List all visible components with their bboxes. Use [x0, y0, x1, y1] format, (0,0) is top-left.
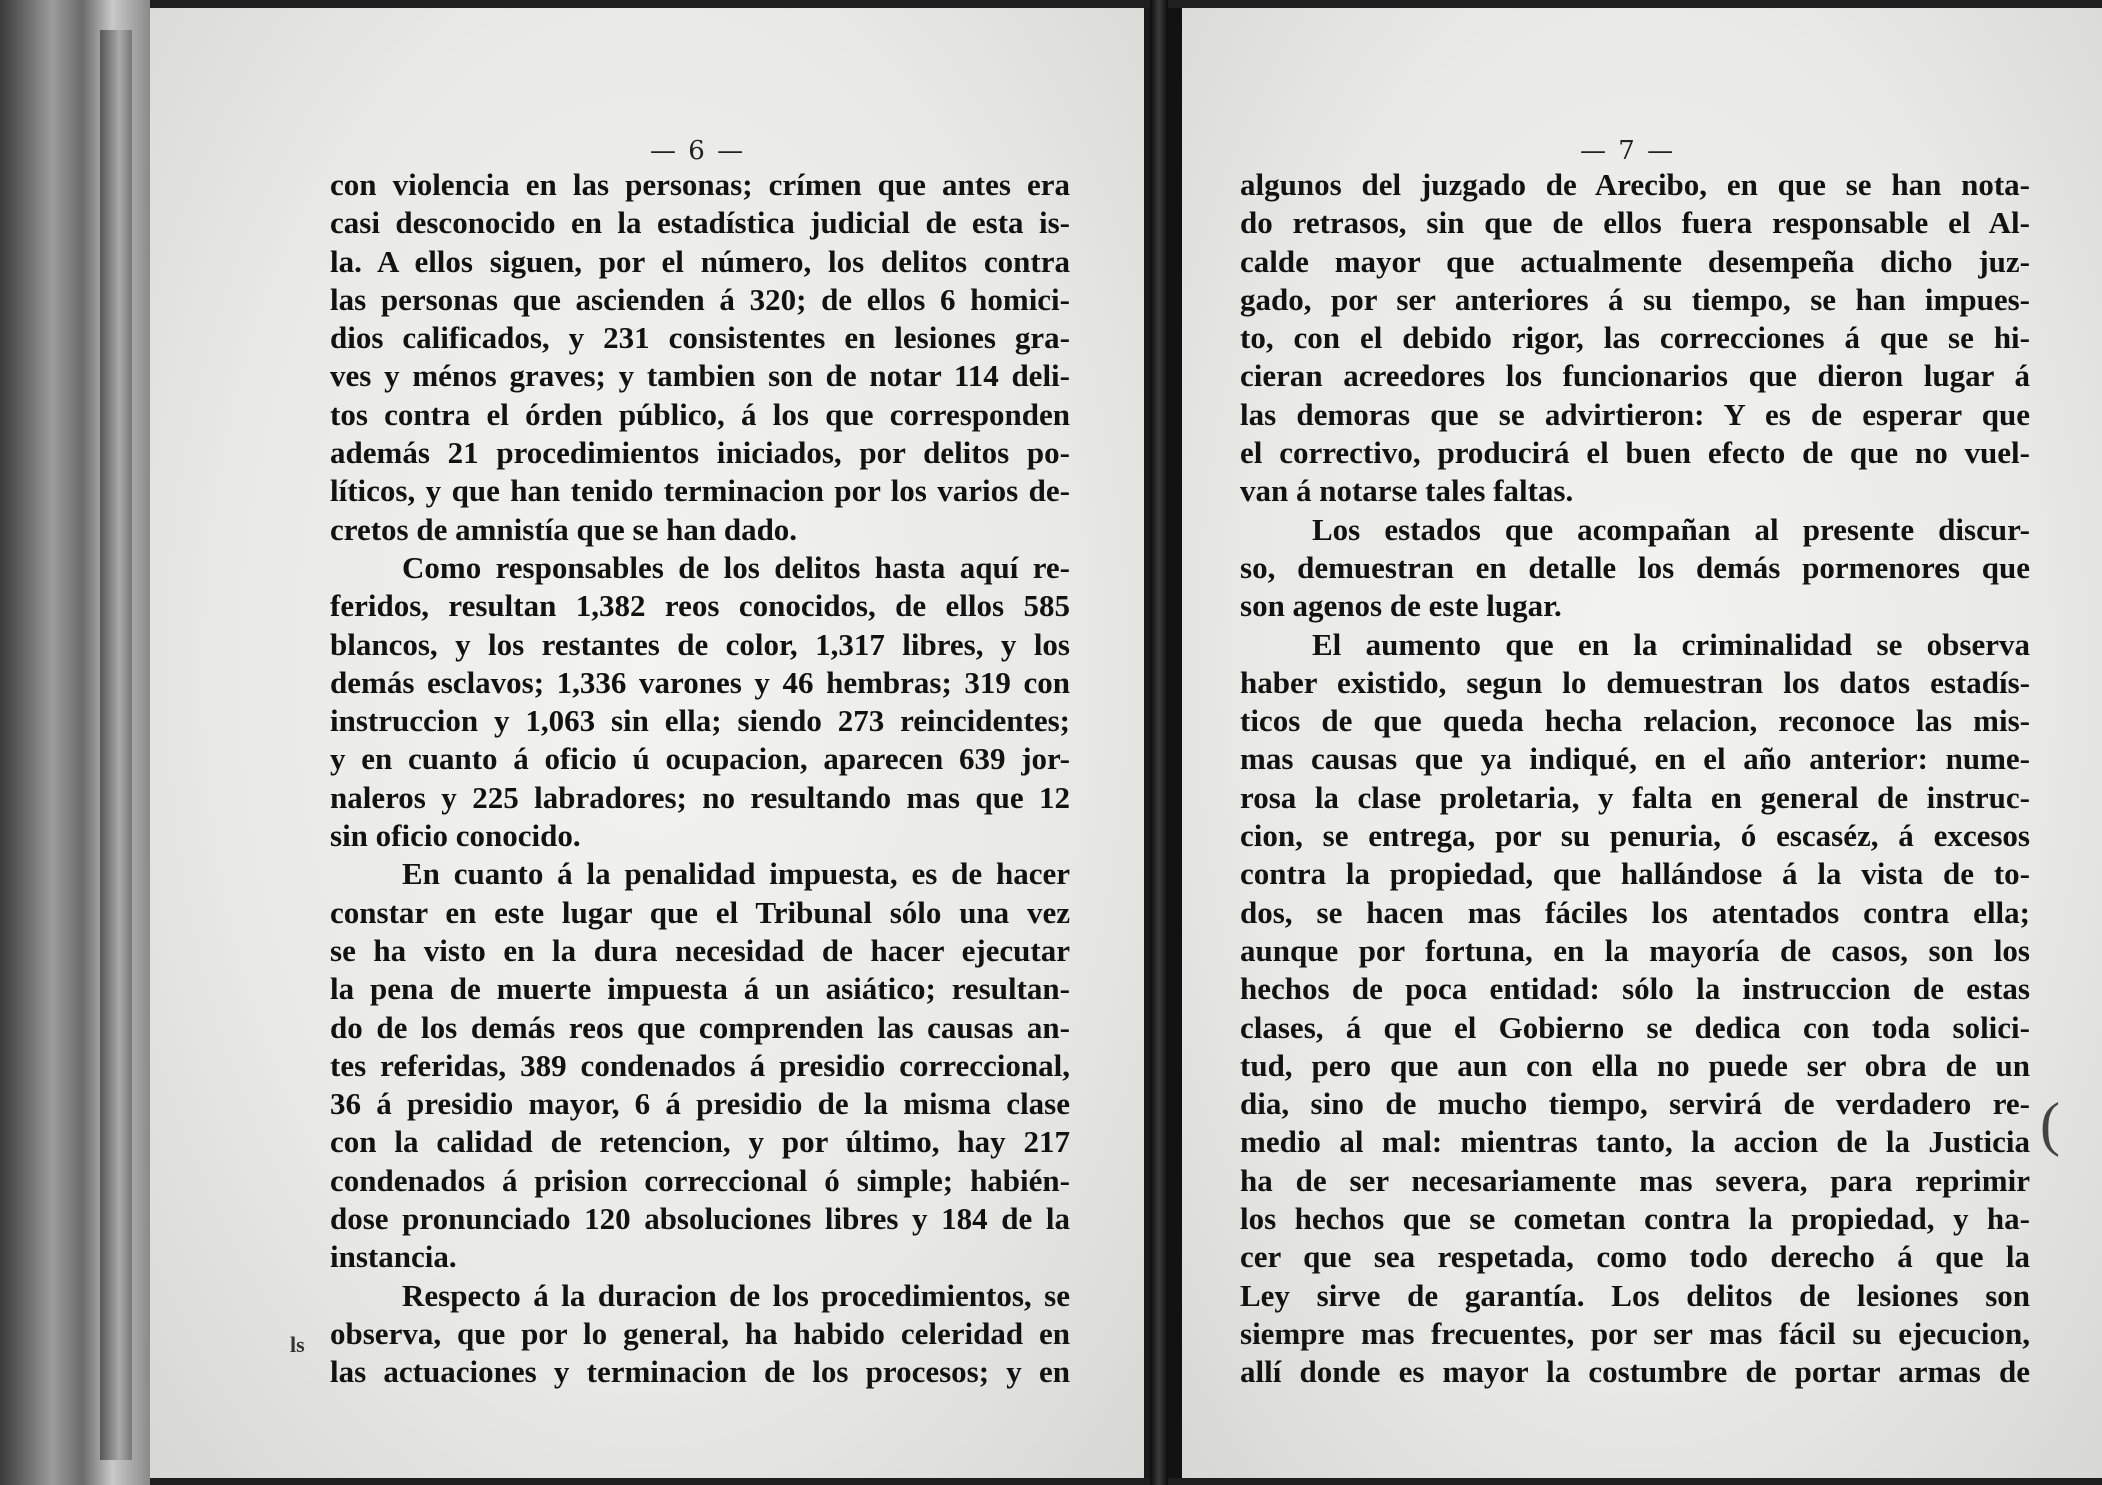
text-line: y en cuanto á oficio ú ocupacion, aparecen 639 jor-	[330, 741, 1070, 777]
text-line: ves y ménos graves; y tambien son de notar 114 deli-	[330, 358, 1070, 394]
text-line: El aumento que en la criminalidad se observa	[1312, 626, 2030, 662]
text-line: blancos, y los restantes de color, 1,317 libres, y los	[330, 626, 1070, 662]
text-line: contra la propiedad, que hallándose á la vista de to-	[1240, 856, 2030, 892]
text-line: casi desconocido en la estadística judicial de esta is-	[330, 205, 1070, 241]
text-line: van á notarse tales faltas.	[1240, 473, 1574, 509]
text-line: la pena de muerte impuesta á un asiático; resultan-	[330, 971, 1070, 1007]
text-line: so, demuestran en detalle los demás pormenores que	[1240, 549, 2030, 585]
book-gutter	[1150, 0, 1168, 1485]
text-line: cieran acreedores los funcionarios que dieron lugar á	[1240, 358, 2030, 394]
text-line: son agenos de este lugar.	[1240, 588, 1562, 624]
text-line: las demoras que se advirtieron: Y es de esperar que	[1240, 396, 2030, 432]
right-page-number: — 7 —	[1580, 136, 1676, 166]
text-line: 36 á presidio mayor, 6 á presidio de la misma clase	[330, 1086, 1070, 1122]
text-line: En cuanto á la penalidad impuesta, es de hacer	[402, 856, 1070, 892]
text-line: tud, pero que aun con ella no puede ser obra de un	[1240, 1047, 2030, 1083]
text-line: las actuaciones y terminacion de los procesos; y en	[330, 1354, 1070, 1390]
left-page-text	[330, 166, 1070, 1392]
text-line: los hechos que se cometan contra la propiedad, y ha-	[1240, 1201, 2030, 1237]
text-line: cretos de amnistía que se han dado.	[330, 511, 798, 547]
text-line: observa, que por lo general, ha habido celeridad en	[330, 1315, 1070, 1351]
text-line: mas causas que ya indiqué, en el año anterior: nume-	[1240, 741, 2030, 777]
text-line: condenados á prision correccional ó simple; habién-	[330, 1162, 1070, 1198]
left-page	[150, 8, 1150, 1478]
text-line: instancia.	[330, 1239, 457, 1275]
text-line: instruccion y 1,063 sin ella; siendo 273 reincidentes;	[330, 703, 1070, 739]
text-line: Como responsables de los delitos hasta aquí re-	[402, 549, 1070, 585]
margin-mark-right-paren: (	[2040, 1091, 2060, 1157]
text-line: calde mayor que actualmente desempeña dicho juz-	[1240, 243, 2030, 279]
text-line: do retrasos, sin que de ellos fuera responsable el Al-	[1240, 205, 2030, 241]
left-page-number: — 6 —	[650, 136, 746, 166]
text-line: se ha visto en la dura necesidad de hacer ejecutar	[330, 932, 1070, 968]
text-line: tos contra el órden público, á los que corresponden	[330, 396, 1070, 432]
text-line: demás esclavos; 1,336 varones y 46 hembras; 319 con	[330, 664, 1070, 700]
text-line: constar en este lugar que el Tribunal sólo una vez	[330, 894, 1070, 930]
text-line: la. A ellos siguen, por el número, los delitos contra	[330, 243, 1070, 279]
book-edge-strip	[100, 30, 132, 1460]
text-line: dose pronunciado 120 absoluciones libres y 184 de la	[330, 1201, 1070, 1237]
text-line: to, con el debido rigor, las correcciones á que se hi-	[1240, 320, 2030, 356]
text-line: naleros y 225 labradores; no resultando mas que 12	[330, 779, 1070, 815]
text-line: ticos de que queda hecha relacion, reconoce las mis-	[1240, 703, 2030, 739]
text-line: rosa la clase proletaria, y falta en general de instruc-	[1240, 779, 2030, 815]
text-line: con la calidad de retencion, y por último, hay 217	[330, 1124, 1070, 1160]
text-line: do de los demás reos que comprenden las causas an-	[330, 1009, 1070, 1045]
text-line: ha de ser necesariamente mas severa, para reprimir	[1240, 1162, 2030, 1198]
book-edge	[0, 0, 150, 1485]
text-line: medio al mal: mientras tanto, la accion de la Justicia	[1240, 1124, 2030, 1160]
text-line: siempre mas frecuentes, por ser mas fácil su ejecucion,	[1240, 1315, 2030, 1351]
text-line: Ley sirve de garantía. Los delitos de lesiones son	[1240, 1277, 2030, 1313]
text-line: haber existido, segun lo demuestran los datos estadís-	[1240, 664, 2030, 700]
text-line: líticos, y que han tenido terminacion por los varios de-	[330, 473, 1070, 509]
right-page	[1168, 8, 2102, 1478]
text-line: el correctivo, producirá el buen efecto de que no vuel-	[1240, 435, 2030, 471]
text-line: dios calificados, y 231 consistentes en lesiones gra-	[330, 320, 1070, 356]
text-line: aunque por fortuna, en la mayoría de casos, son los	[1240, 932, 2030, 968]
text-line: cer que sea respetada, como todo derecho á que la	[1240, 1239, 2030, 1275]
margin-mark-bottom-left: ls	[290, 1332, 305, 1357]
text-line: tes referidas, 389 condenados á presidio correccional,	[330, 1047, 1070, 1083]
text-line: hechos de poca entidad: sólo la instruccion de estas	[1240, 971, 2030, 1007]
text-line: dos, se hacen mas fáciles los atentados contra ella;	[1240, 894, 2030, 930]
text-line: allí donde es mayor la costumbre de portar armas de	[1240, 1354, 2030, 1390]
text-line: clases, á que el Gobierno se dedica con toda solici-	[1240, 1009, 2030, 1045]
text-line: dia, sino de mucho tiempo, servirá de verdadero re-	[1240, 1086, 2030, 1122]
text-line: feridos, resultan 1,382 reos conocidos, de ellos 585	[330, 588, 1070, 624]
text-line: las personas que ascienden á 320; de ellos 6 homici-	[330, 281, 1070, 317]
text-line: Respecto á la duracion de los procedimientos, se	[402, 1277, 1070, 1313]
right-page-text	[1240, 166, 2030, 1392]
text-line: Los estados que acompañan al presente discur-	[1312, 511, 2030, 547]
text-line: además 21 procedimientos iniciados, por delitos po-	[330, 435, 1070, 471]
text-line: algunos del juzgado de Arecibo, en que se han nota-	[1240, 167, 2030, 202]
text-line: sin oficio conocido.	[330, 818, 581, 854]
text-line: gado, por ser anteriores á su tiempo, se han impues-	[1240, 281, 2030, 317]
text-line: cion, se entrega, por su penuria, ó escaséz, á excesos	[1240, 818, 2030, 854]
text-line: con violencia en las personas; crímen que antes era	[330, 167, 1070, 202]
